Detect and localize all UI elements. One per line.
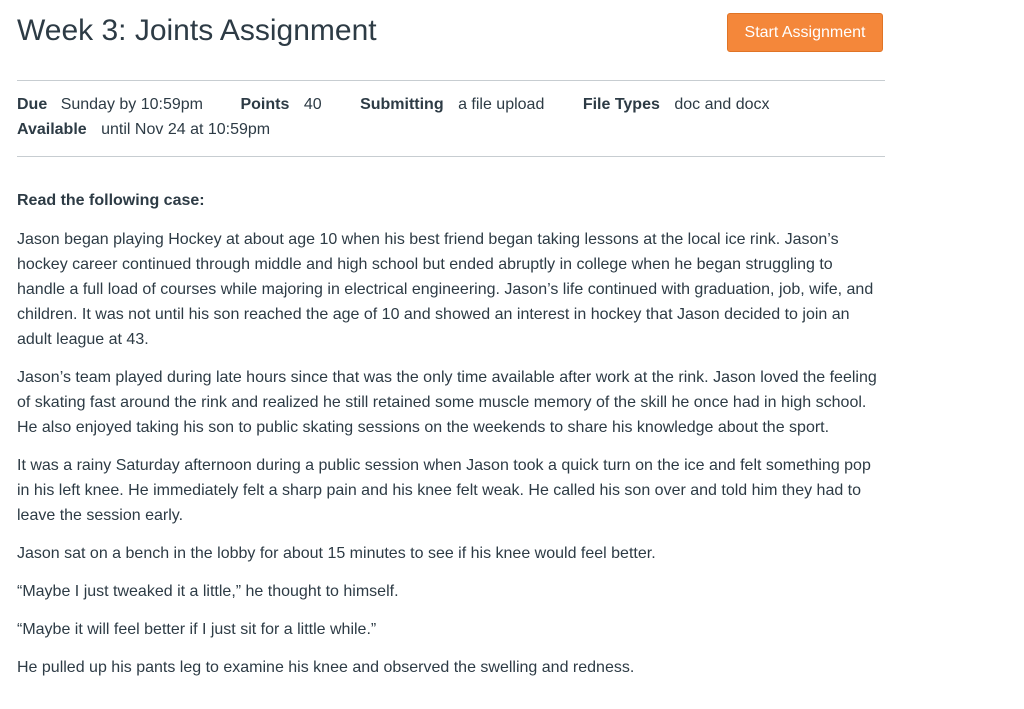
submitting-value: a file upload: [458, 96, 545, 113]
assignment-details-row-1: [17, 96, 770, 114]
start-assignment-button[interactable]: Start Assignment: [727, 13, 883, 52]
divider-top: [17, 80, 885, 81]
description-paragraph: He pulled up his pants leg to examine his knee and observed the swelling and redness.: [17, 659, 635, 676]
description-paragraph: Jason sat on a bench in the lobby for about 15 minutes to see if his knee would feel better.: [17, 545, 656, 562]
divider-bottom: [17, 156, 885, 157]
assignment-description: [17, 188, 877, 693]
available-value: until Nov 24 at 10:59pm: [101, 121, 271, 138]
description-lead: Read the following case:: [17, 192, 205, 209]
page-title: Week 3: Joints Assignment: [17, 14, 377, 47]
description-paragraph: It was a rainy Saturday afternoon during a public session when Jason took a quick turn on the ice and felt something pop in his left knee. He immediately felt a sharp pain and his knee felt weak. He called his son over and told him they had to leave the session early.: [17, 457, 871, 524]
assignment-details-row-2: [17, 121, 270, 139]
description-paragraph: Jason began playing Hockey at about age 10 when his best friend began taking lessons at the local ice rink. Jason’s hockey career continued through middle and high school but ended abruptly in college when he began struggling to handle a full load of courses while majoring in electrical engineering. Jason’s life continued with graduation, job, wife, and children. It was not until his son reached the age of 10 and showed an interest in hockey that Jason decided to join an adult league at 43.: [17, 231, 874, 348]
description-paragraph: “Maybe it will feel better if I just sit for a little while.”: [17, 621, 377, 638]
description-paragraph: “Maybe I just tweaked it a little,” he thought to himself.: [17, 583, 399, 600]
submitting-label: Submitting: [360, 96, 444, 113]
description-paragraph: Jason’s team played during late hours since that was the only time available after work at the rink. Jason loved the feeling of skating fast around the rink and realized he still retained some muscle memory of the skill he once had in high school. He also enjoyed taking his son to public skating sessions on the weekends to share his knowledge about the sport.: [17, 369, 877, 436]
due-label: Due: [17, 96, 48, 113]
points-label: Points: [240, 96, 290, 113]
available-label: Available: [17, 121, 87, 138]
file-types-value: doc and docx: [674, 96, 770, 113]
due-value: Sunday by 10:59pm: [60, 96, 204, 113]
points-value: 40: [303, 96, 322, 113]
file-types-label: File Types: [582, 96, 660, 113]
